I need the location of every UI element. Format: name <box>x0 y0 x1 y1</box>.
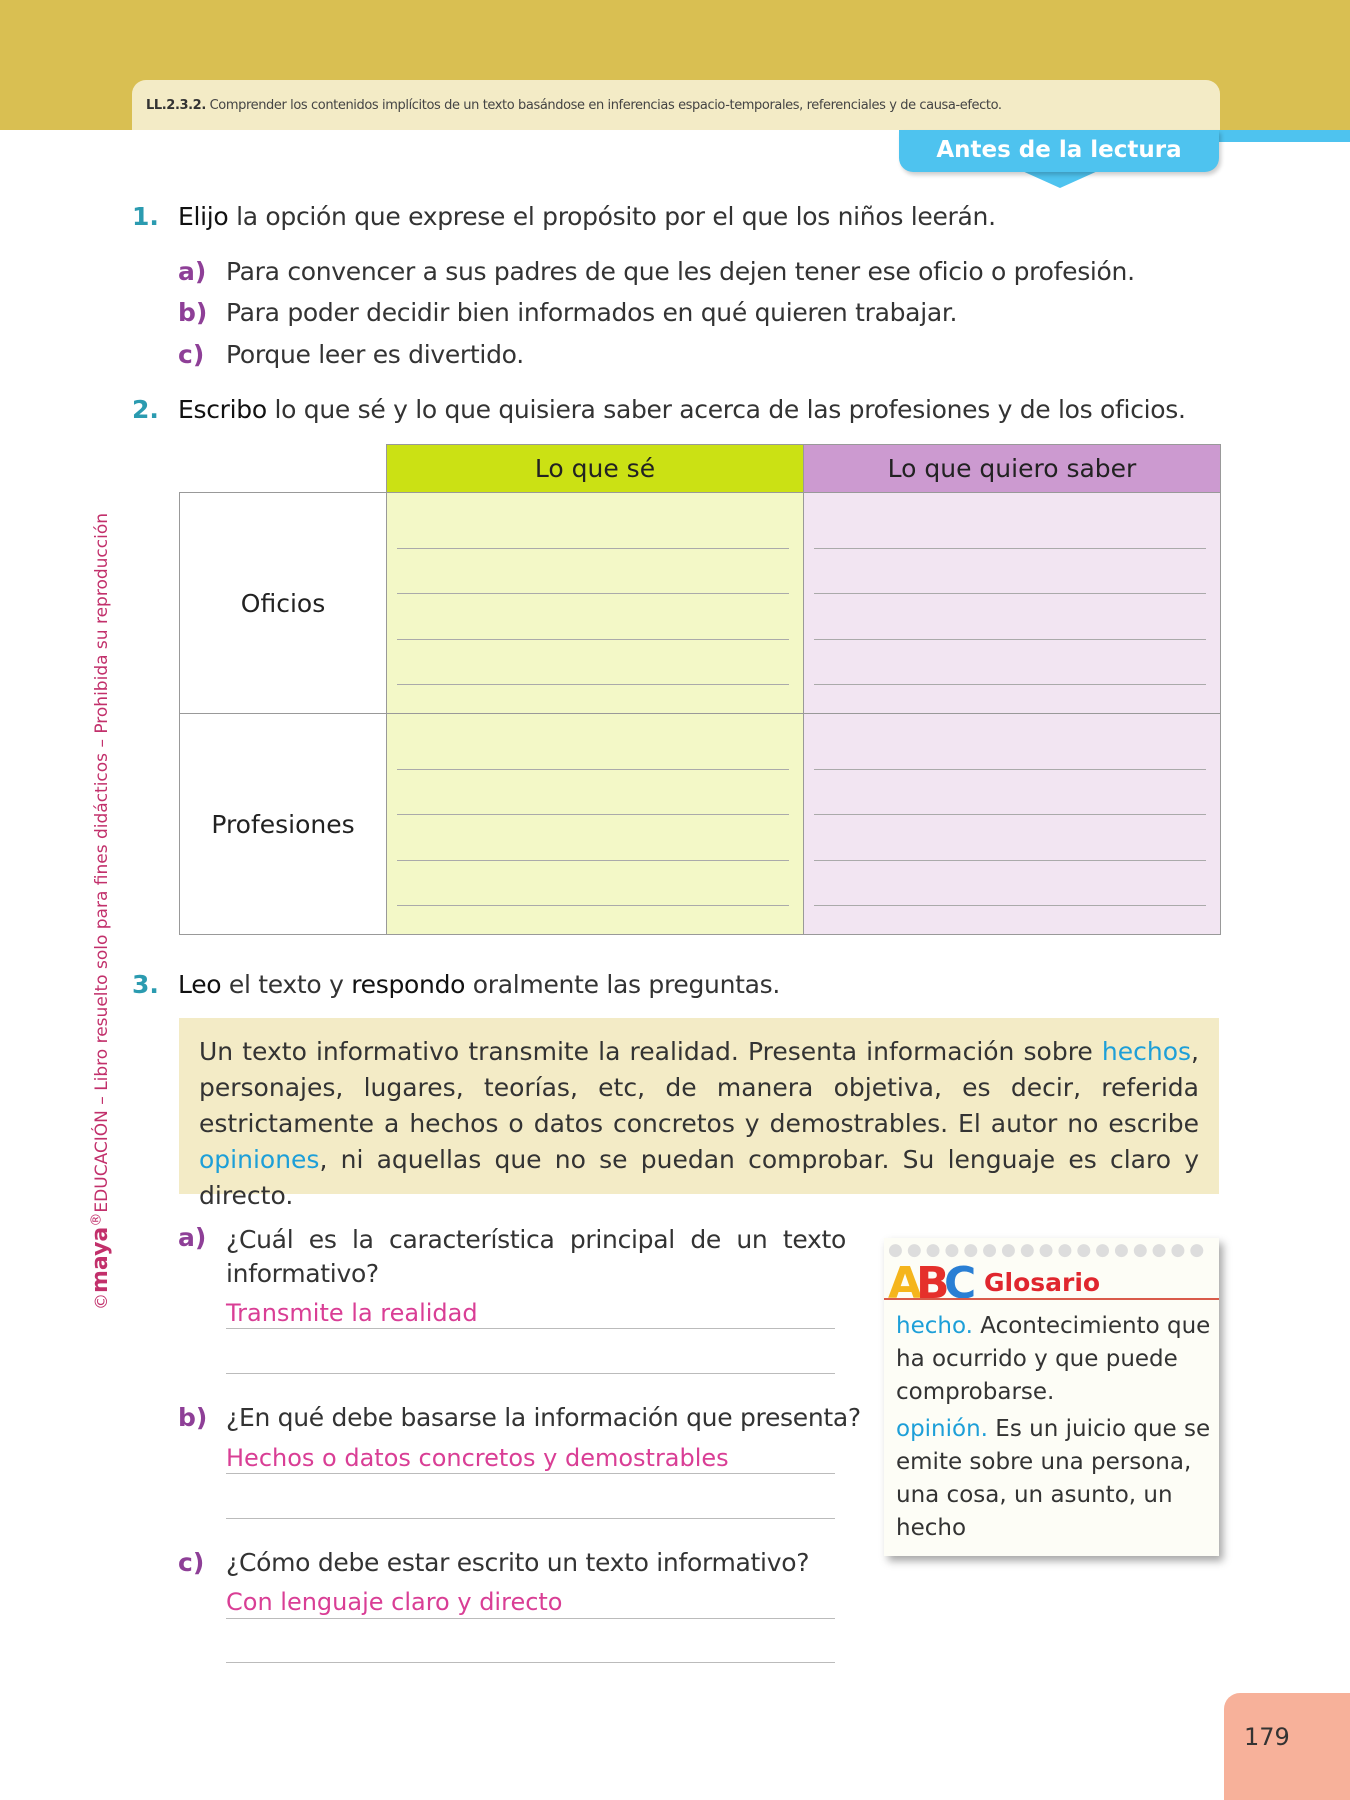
q3b-letter: b) <box>178 1403 208 1432</box>
profesiones-se-cell[interactable] <box>387 714 804 935</box>
row-label-profesiones: Profesiones <box>180 714 387 935</box>
answer-line[interactable] <box>226 1662 835 1663</box>
brand-logo: maya <box>88 1226 113 1293</box>
info-p1: Un texto informativo transmite la realidad. Presenta información sobre <box>199 1037 1102 1066</box>
answer-line[interactable] <box>226 1518 835 1519</box>
profesiones-saber-cell[interactable] <box>804 714 1221 935</box>
keyword-opiniones: opiniones <box>199 1145 320 1174</box>
empty-corner <box>180 445 387 493</box>
info-p2: , personajes, lugares, teorías, etc, de manera objetiva, es decir, referida estrictamente a hechos o datos concretos y demostrables. El autor no escribe <box>199 1037 1199 1138</box>
info-box <box>179 1018 1219 1210</box>
glossary-entry <box>896 1413 1211 1545</box>
row-label-oficios: Oficios <box>180 493 387 714</box>
standard-code: LL.2.3.2. <box>146 98 206 113</box>
svg-text:A: A <box>888 1258 919 1304</box>
abc-logo <box>888 1256 983 1314</box>
q3a-question: ¿Cuál es la característica principal de un texto informativo? <box>226 1225 846 1288</box>
answer-line[interactable] <box>226 1373 835 1374</box>
glossary-title: Glosario <box>984 1268 1101 1297</box>
registered-sign: ® <box>88 1212 105 1227</box>
q3-text: oralmente las preguntas. <box>465 970 781 999</box>
q1-option-a-letter: a) <box>178 257 207 286</box>
answer-line <box>226 1328 835 1329</box>
q2-text: lo que sé y lo que quisiera saber acerca de las profesiones y de los oficios. <box>266 395 1186 424</box>
tab-arrow <box>1020 170 1100 188</box>
q3b-question: ¿En qué debe basarse la información que presenta? <box>226 1403 861 1432</box>
glossary-def: Acontecimiento que ha ocurrido y que puede comprobarse. <box>896 1313 1211 1405</box>
q2-number: 2. <box>132 395 159 424</box>
answer-line <box>226 1618 835 1619</box>
oficios-saber-cell[interactable] <box>804 493 1221 714</box>
keyword-hechos: hechos <box>1101 1037 1192 1066</box>
standard-text: Comprender los contenidos implícitos de un texto basándose en inferencias espacio-temporales, referenciales y de causa-efecto. <box>209 98 1002 113</box>
header-lo-que-se: Lo que sé <box>387 445 804 493</box>
q1-verb: Elijo <box>178 202 229 231</box>
q1-option-c[interactable]: Porque leer es divertido. <box>226 340 524 369</box>
q1-option-b-letter: b) <box>178 298 208 327</box>
glossary-term: opinión. <box>896 1416 988 1442</box>
q3c-letter: c) <box>178 1548 205 1577</box>
svg-text:B: B <box>916 1258 946 1304</box>
q1-option-c-letter: c) <box>178 340 205 369</box>
sidebar-text: EDUCACIÓN – Libro resuelto solo para fines didácticos – Prohibida su reproducción <box>92 512 112 1213</box>
q3b-answer[interactable]: Hechos o datos concretos y demostrables <box>226 1444 729 1472</box>
page-number: 179 <box>1224 1693 1350 1800</box>
q2-prompt <box>178 395 1186 424</box>
q1-prompt <box>178 202 996 231</box>
q1-option-a[interactable]: Para convencer a sus padres de que les dejen tener ese oficio o profesión. <box>226 257 1135 286</box>
q3a-answer[interactable]: Transmite la realidad <box>226 1299 478 1327</box>
q3c-question: ¿Cómo debe estar escrito un texto informativo? <box>226 1548 810 1577</box>
skill-standard <box>132 80 1220 130</box>
q3a-letter: a) <box>178 1223 207 1252</box>
copyright-sign: © <box>92 1293 112 1310</box>
answer-line <box>226 1473 835 1474</box>
tab-strip <box>1200 130 1350 142</box>
glossary-body <box>896 1310 1211 1545</box>
q2-verb: Escribo <box>178 395 267 424</box>
q3-mid: el texto y <box>221 970 352 999</box>
svg-text:C: C <box>944 1258 973 1304</box>
glossary-card <box>884 1238 1219 1556</box>
glossary-def: Es un juicio que se emite sobre una persona, una cosa, un asunto, un hecho <box>896 1416 1211 1541</box>
info-p3: , ni aquellas que no se puedan comprobar. Su lenguaje es claro y directo. <box>199 1145 1199 1210</box>
q3-verb1: Leo <box>178 970 222 999</box>
glossary-entry <box>896 1310 1211 1409</box>
oficios-se-cell[interactable] <box>387 493 804 714</box>
sidebar-copyright <box>88 513 113 1310</box>
kwl-table <box>179 444 1221 935</box>
header-lo-que-quiero-saber: Lo que quiero saber <box>804 445 1221 493</box>
q1-option-b[interactable]: Para poder decidir bien informados en qué quieren trabajar. <box>226 298 958 327</box>
q3-prompt <box>178 970 780 999</box>
q3c-answer[interactable]: Con lenguaje claro y directo <box>226 1588 563 1616</box>
glossary-term: hecho. <box>896 1313 973 1339</box>
spiral-binding: ●●●●●●●●●●●●●●●●● <box>888 1240 1209 1260</box>
section-tab: Antes de la lectura <box>899 130 1219 172</box>
q1-number: 1. <box>132 202 159 231</box>
q3-verb2: respondo <box>351 970 466 999</box>
q3-number: 3. <box>132 970 159 999</box>
glossary-divider <box>884 1298 1219 1300</box>
q1-text: la opción que exprese el propósito por el que los niños leerán. <box>228 202 996 231</box>
